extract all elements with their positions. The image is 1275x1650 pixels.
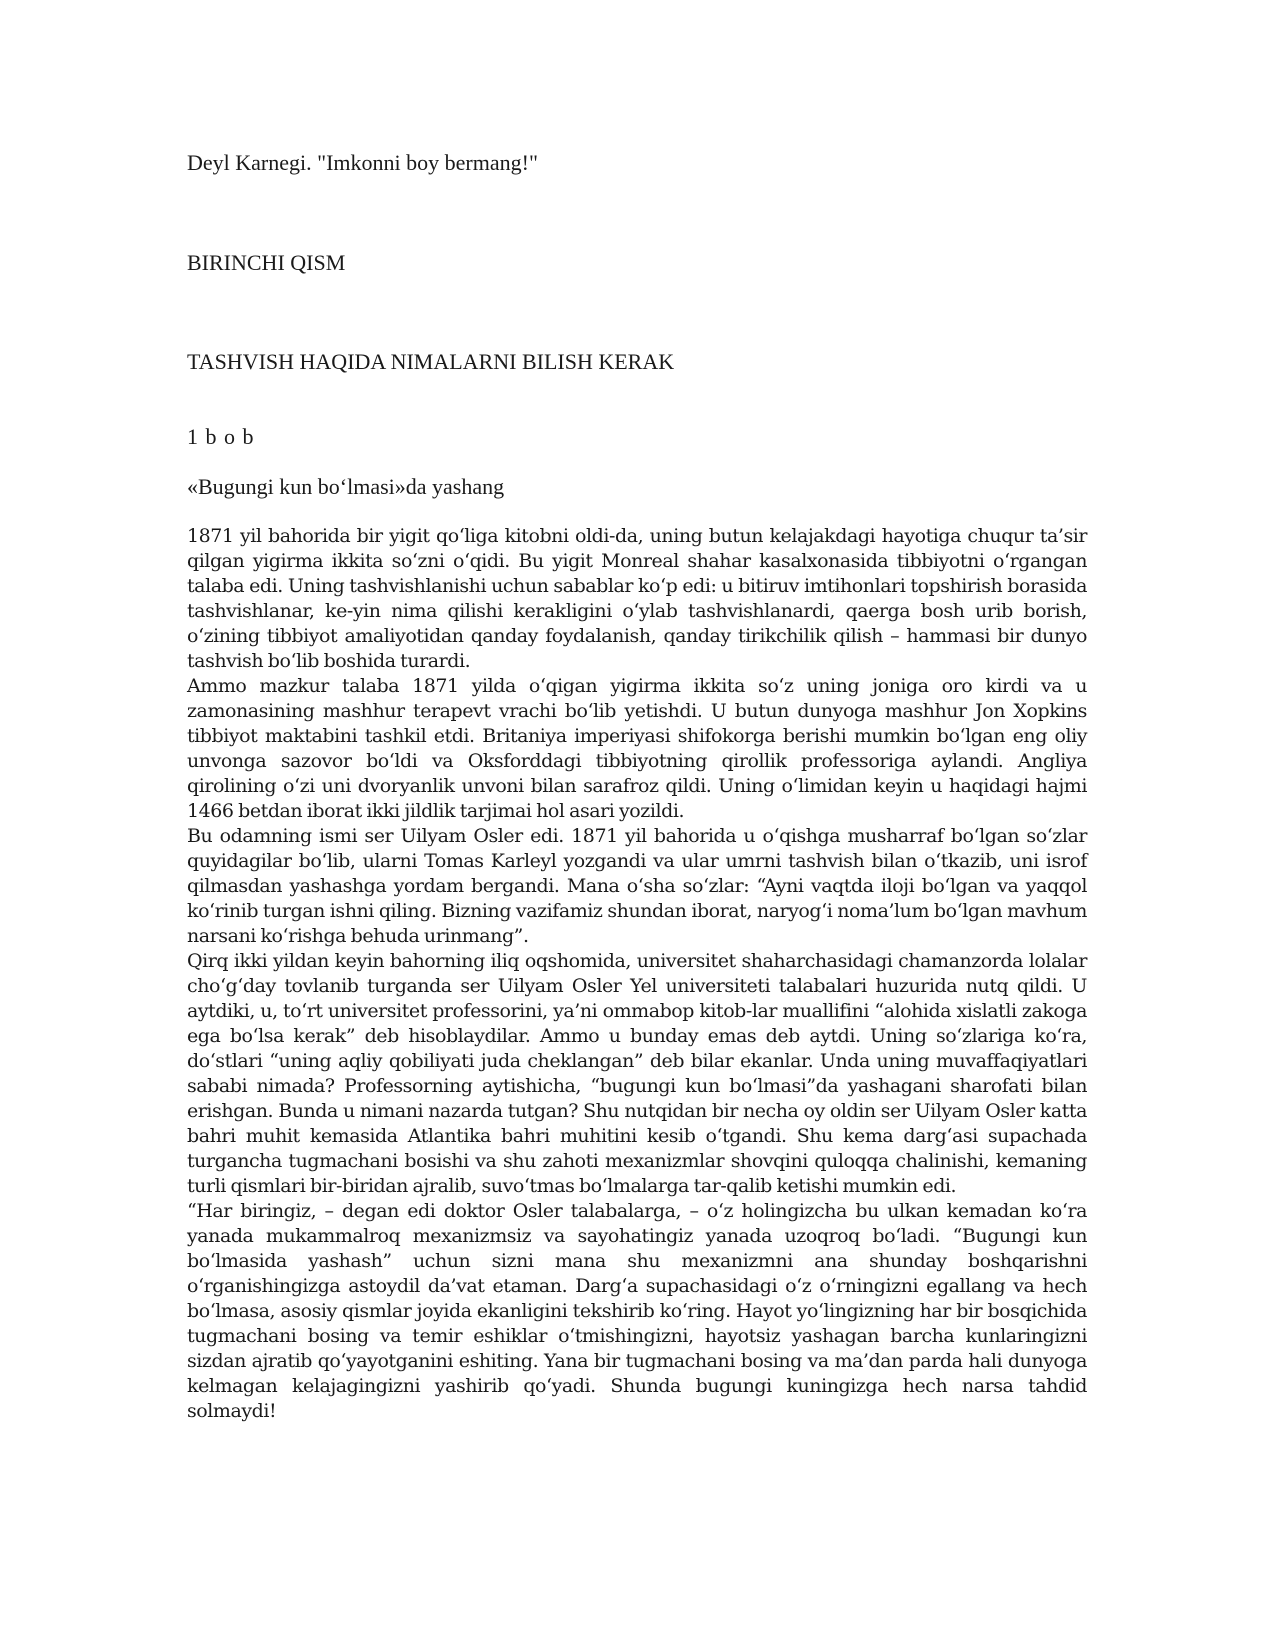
paragraph-1: 1871 yil bahorida bir yigit qo‘liga kitobni oldi-da, uning butun kelajakdagi hayotiga chuqur ta’sir qilgan yigirma ikkita so‘zni o‘qidi. Bu yigit Monreal shahar kasalxonasida tibbiyotni o‘rgangan talaba edi. Uning tashvishlanishi uchun sabablar ko‘p edi: u bitiruv imtihonlari topshirish borasida tashvishlanar, ke-yin nima qilishi kerakligini o‘ylab tashvishlanardi, qaerga bosh urib borish, o‘zining tibbiyot amaliyotidan qanday foydalanish, qanday tirikchilik qilish – hammasi bir dunyo tashvish bo‘lib boshida turardi. (187, 525, 1087, 672)
body-text (187, 524, 1087, 1424)
document-title: Deyl Karnegi. "Imkonni boy bermang!" (187, 150, 538, 175)
section-heading: TASHVISH HAQIDA NIMALARNI BILISH KERAK (187, 349, 675, 374)
chapter-number: 1 b o b (187, 424, 255, 449)
paragraph-2: Ammo mazkur talaba 1871 yilda o‘qigan yigirma ikkita so‘z uning joniga oro kirdi va u zamonasining mashhur terapevt vrachi bo‘lib yetishdi. U butun dunyoga mashhur Jon Xopkins tibbiyot maktabini tashkil etdi. Britaniya imperiyasi shifokorga berishi mumkin bo‘lgan eng oliy unvonga sazovor bo‘ldi va Oksforddagi tibbiyotning qirollik professoriga aylandi. Angliya qirolining o‘zi uni dvoryanlik unvoni bilan sarafroz qildi. Uning o‘limidan keyin u haqidagi hajmi 1466 betdan iborat ikki jildlik tarjimai hol asari yozildi. (187, 675, 1087, 822)
chapter-title: «Bugungi kun bo‘lmasi»da yashang (187, 474, 505, 499)
paragraph-3: Bu odamning ismi ser Uilyam Osler edi. 1871 yil bahorida u o‘qishga musharraf bo‘lgan so‘zlar quyidagilar bo‘lib, ularni Tomas Karleyl yozgandi va ular umrni tashvish bilan o‘tkazib, uni isrof qilmasdan yashashga yordam bergandi. Mana o‘sha so‘zlar: “Ayni vaqtda iloji bo‘lgan va yaqqol ko‘rinib turgan ishni qiling. Bizning vazifamiz shundan iborat, naryog‘i noma’lum bo‘lgan mavhum narsani ko‘rishga behuda urinmang”. (187, 825, 1087, 947)
part-heading: BIRINCHI QISM (187, 250, 346, 275)
paragraph-4: Qirq ikki yildan keyin bahorning iliq oqshomida, universitet shaharchasidagi chamanzorda lolalar cho‘g‘day tovlanib turganda ser Uilyam Osler Yel universiteti talabalari huzurida nutq qildi. U aytdiki, u, to‘rt universitet professorini, ya’ni ommabop kitob-lar muallifini “alohida xislatli zakoga ega bo‘lsa kerak” deb hisoblaydilar. Ammo u bunday emas deb aytdi. Uning so‘zlariga ko‘ra, do‘stlari “uning aqliy qobiliyati juda cheklangan” deb bilar ekanlar. Unda uning muvaffaqiyatlari sababi nimada? Professorning aytishicha, “bugungi kun bo‘lmasi”da yashagani sharofati bilan erishgan. Bunda u nimani nazarda tutgan? Shu nutqidan bir necha oy oldin ser Uilyam Osler katta bahri muhit kemasida Atlantika bahri muhitini kesib o‘tgandi. Shu kema darg‘asi supachada turgancha tugmachani bosishi va shu zahoti mexanizmlar shovqini quloqqa chalinishi, kemaning turli qismlari bir-biridan ajralib, suvo‘tmas bo‘lmalarga tar-qalib ketishi mumkin edi. (187, 950, 1087, 1197)
paragraph-5: “Har biringiz, – degan edi doktor Osler talabalarga, – o‘z holingizcha bu ulkan kemadan ko‘ra yanada mukammalroq mexanizmsiz va sayohatingiz yanada uzoqroq bo‘ladi. “Bugungi kun bo‘lmasida yashash” uchun sizni mana shu mexanizmni ana shunday boshqarishni o‘rganishingizga astoydil da’vat etaman. Darg‘a supachasidagi o‘z o‘rningizni egallang va hech bo‘lmasa, asosiy qismlar joyida ekanligini tekshirib ko‘ring. Hayot yo‘lingizning har bir bosqichida tugmachani bosing va temir eshiklar o‘tmishingizni, hayotsiz yashagan barcha kunlaringizni sizdan ajratib qo‘yayotganini eshiting. Yana bir tugmachani bosing va ma’dan parda hali dunyoga kelmagan kelajagingizni yashirib qo‘yadi. Shunda bugungi kuningizga hech narsa tahdid solmaydi! (187, 1200, 1087, 1422)
